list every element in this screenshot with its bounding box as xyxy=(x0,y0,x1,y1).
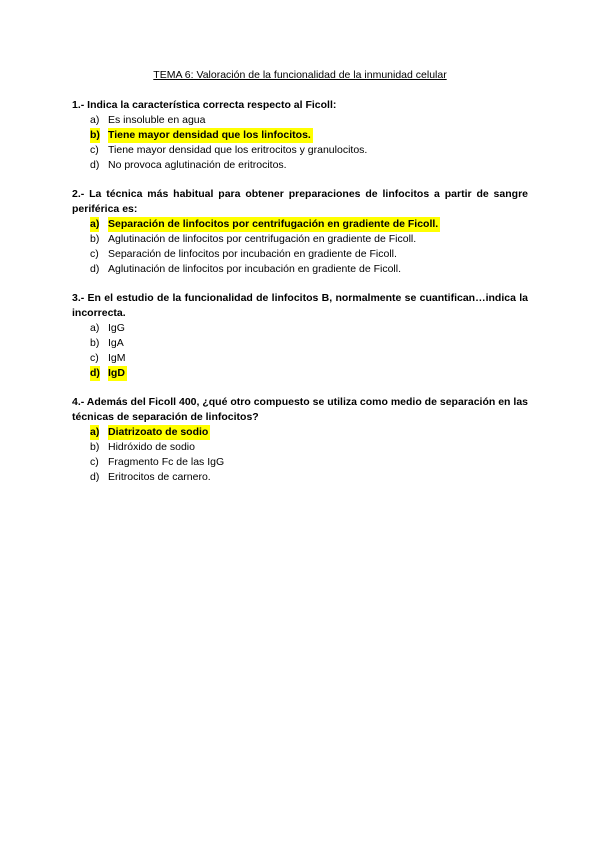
option-d xyxy=(72,262,528,277)
question-4 xyxy=(72,395,528,485)
option-letter: b) xyxy=(90,337,100,349)
option-letter: d) xyxy=(90,471,100,483)
option-list xyxy=(72,321,528,381)
option-letter: c) xyxy=(90,144,99,156)
option-letter: b) xyxy=(90,129,100,141)
option-text: Aglutinación de linfocitos por centrifugación en gradiente de Ficoll. xyxy=(108,233,417,245)
option-text: IgG xyxy=(108,322,125,334)
option-text: Aglutinación de linfocitos por incubación en gradiente de Ficoll. xyxy=(108,263,402,275)
option-text: Fragmento Fc de las IgG xyxy=(108,456,225,468)
option-list xyxy=(72,425,528,485)
option-letter: b) xyxy=(90,441,100,453)
question-3 xyxy=(72,291,528,381)
option-text: Eritrocitos de carnero. xyxy=(108,471,211,483)
question-1 xyxy=(72,98,528,173)
option-letter: c) xyxy=(90,248,99,260)
option-letter: a) xyxy=(90,322,100,334)
option-list xyxy=(72,217,528,277)
option-c xyxy=(72,351,528,366)
option-a xyxy=(72,217,528,232)
option-text: No provoca aglutinación de eritrocitos. xyxy=(108,159,287,171)
option-text: Separación de linfocitos por incubación en gradiente de Ficoll. xyxy=(108,248,397,260)
option-b xyxy=(72,440,528,455)
option-c xyxy=(72,455,528,470)
question-text: 1.- Indica la característica correcta respecto al Ficoll: xyxy=(72,99,337,111)
option-letter: d) xyxy=(90,263,100,275)
question-text: 3.- En el estudio de la funcionalidad de linfocitos B, normalmente se cuantifican…indica la incorrecta. xyxy=(72,292,528,319)
option-b xyxy=(72,336,528,351)
option-letter: c) xyxy=(90,352,99,364)
option-list xyxy=(72,113,528,173)
option-letter: b) xyxy=(90,233,100,245)
option-a xyxy=(72,321,528,336)
option-a xyxy=(72,113,528,128)
option-text: Tiene mayor densidad que los eritrocitos y granulocitos. xyxy=(108,144,368,156)
question-text: 4.- Además del Ficoll 400, ¿qué otro compuesto se utiliza como medio de separación en las técnicas de separación de linfocitos? xyxy=(72,396,528,423)
option-text: Tiene mayor densidad que los linfocitos. xyxy=(108,129,311,141)
option-text: Es insoluble en agua xyxy=(108,114,206,126)
option-d xyxy=(72,366,528,381)
option-letter: a) xyxy=(90,218,100,230)
option-b xyxy=(72,232,528,247)
option-text: IgM xyxy=(108,352,126,364)
option-c xyxy=(72,247,528,262)
option-text: IgD xyxy=(108,367,125,379)
option-letter: a) xyxy=(90,114,100,126)
option-c xyxy=(72,143,528,158)
option-d xyxy=(72,158,528,173)
option-text: Separación de linfocitos por centrifugación en gradiente de Ficoll. xyxy=(108,218,439,230)
question-2 xyxy=(72,187,528,277)
option-b xyxy=(72,128,528,143)
question-text: 2.- La técnica más habitual para obtener preparaciones de linfocitos a partir de sangre periférica es: xyxy=(72,188,528,215)
option-text: IgA xyxy=(108,337,124,349)
document-page xyxy=(72,68,528,499)
option-letter: c) xyxy=(90,456,99,468)
option-letter: d) xyxy=(90,159,100,171)
option-d xyxy=(72,470,528,485)
option-a xyxy=(72,425,528,440)
document-title: TEMA 6: Valoración de la funcionalidad de la inmunidad celular xyxy=(153,69,447,81)
option-letter: d) xyxy=(90,367,100,379)
option-letter: a) xyxy=(90,426,100,438)
option-text: Diatrizoato de sodio xyxy=(108,426,209,438)
option-text: Hidróxido de sodio xyxy=(108,441,195,453)
